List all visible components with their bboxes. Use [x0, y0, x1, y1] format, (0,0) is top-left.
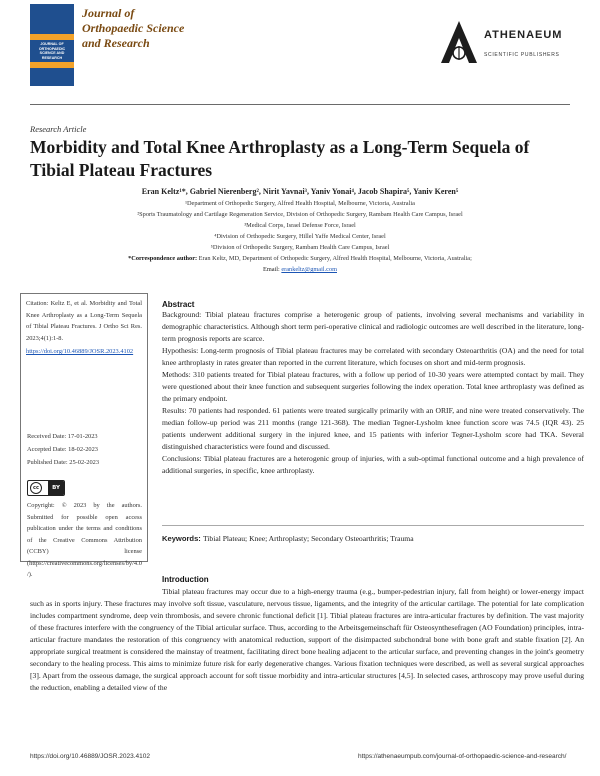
- publisher-name: ATHENAEUM: [484, 29, 563, 41]
- author-list: Eran Keltz¹*, Gabriel Nierenberg², Nirit Yavnai³, Yaniv Yonai⁴, Jacob Shapira⁵, Yaniv Keren⁵: [141, 187, 459, 196]
- abstract-heading: Abstract: [162, 300, 195, 309]
- article-title: Morbidity and Total Knee Arthroplasty as a Long-Term Sequela of Tibial Plateau Fractures: [30, 137, 530, 180]
- correspondence-text: Eran Keltz, MD, Department of Orthopedic Surgery, Alfred Health Hospital, Melbourne, Victoria, Australia;: [197, 255, 472, 262]
- abstract-results: Results: 70 patients had responded. 61 patients were treated surgically primarily with an ORIF, and nine were treated conservatively. The median follow-up period was 211 months (range 121-368). The median Tegner-Lysholm knee function score was 74.5 (IQR 43). 25 patients underwent additional surgery in the injured knee, and 15 patients with inferior Tegner-Lysholm score had TKA. Several distinguished characteristics were found and discussed.: [162, 406, 584, 451]
- journal-title-line-1: Journal of: [82, 6, 135, 20]
- abstract-divider: [162, 525, 584, 526]
- affiliation-4: ⁴Division of Orthopedic Surgery, Hillel Yaffe Medical Center, Israel: [214, 233, 386, 240]
- keywords-list: Tibial Plateau; Knee; Arthroplasty; Secondary Osteoarthritis; Trauma: [202, 534, 414, 543]
- athenaeum-logo-icon: [440, 20, 478, 64]
- affiliation-2: ²Sports Traumatology and Cartilage Regeneration Service, Division of Orthopedic Surgery, Rambam Health Care Campus, Israel: [137, 211, 463, 218]
- affiliation-1: ¹Department of Orthopedic Surgery, Alfred Health Hospital, Melbourne, Victoria, Australia: [185, 200, 415, 207]
- correspondence: [0, 255, 600, 262]
- abstract-section: [162, 300, 584, 477]
- journal-title: [82, 6, 184, 51]
- keywords: [162, 534, 414, 543]
- journal-title-line-3: and Research: [82, 36, 150, 50]
- journal-cover-logo-text: JOURNAL OF ORTHOPAEDIC SCIENCE AND RESEARCH: [38, 42, 66, 60]
- header-divider: [30, 104, 570, 105]
- publisher-subtitle: SCIENTIFIC PUBLISHERS: [484, 52, 560, 58]
- email-link[interactable]: erankeltz@gmail.com: [281, 266, 337, 273]
- cc-by-text: BY: [48, 481, 64, 495]
- abstract-methods: Methods: 310 patients treated for Tibial plateau fractures, with a follow up period of 10-30 years were attempted contact by mail. They were questioned about their knee function and subsequent surgeries following the index operation. Total knee arthroplasty was defined as the primary endpoint.: [162, 370, 584, 403]
- affiliation-5: ⁵Division of Orthopedic Surgery, Rambam Health Care Campus, Israel: [210, 244, 390, 251]
- email-line: [0, 266, 600, 273]
- keywords-label: Keywords:: [162, 534, 203, 543]
- abstract-hypothesis: Hypothesis: Long-term prognosis of Tibial plateau fractures may be correlated with secondary Osteoarthritis (OA) and the need for total knee arthroplasty in rates greater than reported in the current literature, which focuses on short and mid-term prognosis.: [162, 346, 584, 367]
- email-label: Email:: [262, 266, 282, 273]
- article-info-sidebar: [20, 293, 148, 578]
- introduction-heading: Introduction: [162, 575, 209, 584]
- introduction-text: Tibial plateau fractures may occur due to a high-energy trauma (e.g., bumper-pedestrian injury, fall from height) or lower-energy impact such as in sports injury. These fractures may involve soft tissue, vasculature, nervous tissue, ligaments, and the integrity of the articular cartilage. The potential for late complication includes compartment syndrome, deep vein thrombosis, and severe chronic functional deficit [1]. Tibial plateau fractures are intra-articular fractures by definition. The vast majority of these fractures interfere with the congruency of the Tibial articular surface. Thus, according to the Arbeitsgemeinschaft für Osteosynthesefragen (AO Foundation) principles, intra-articular fracture mandates the restoration of this congruency with anatomical reduction, support of the disimpacted subchondral bone with bone graft and stable fixation [2]. An appropriate surgical treatment is considered the mainstay of treatment, facilitating direct bone healing adjacent to the articular surface, and preventing changes in the joint's geometry secondary to the healing process. This aims to minimize future risk for early degenerative changes. Various fixation techniques were described, as well as several surgical approaches [3]. Apart from the osseous damage, the surgical approach account for soft tissue morbidity and intra-articular structures [4,5]. In selected cases, arthroscopy may prove useful during the reduction, enabling a detailed view of the: [30, 587, 584, 692]
- license-text: Copyright: © 2023 by the authors. Submitted for possible open access publication under the terms and conditions of the Creative Commons Attribution (CCBY) license (https://creativecommons.org/licenses/by/4.0/).: [27, 502, 142, 578]
- cc-logo-text: cc: [30, 482, 42, 494]
- correspondence-label: *Correspondence author:: [128, 255, 198, 262]
- abstract-background: Background: Tibial plateau fractures comprise a heterogenic group of patients, involving several mechanisms and variability in demographic characteristics. Although short term peri-operative clinical and radiologic outcomes are well described in the literature, long-term prognosis reports are scarce.: [162, 310, 584, 343]
- published-date: Published Date: 25-02-2023: [27, 459, 100, 466]
- received-date: Received Date: 17-01-2023: [27, 433, 98, 440]
- footer-journal-url[interactable]: https://athenaeumpub.com/journal-of-orthopaedic-science-and-research/: [358, 753, 567, 760]
- footer-doi-link[interactable]: https://doi.org/10.46889/JOSR.2023.4102: [30, 753, 150, 760]
- citation-text: Citation: Keltz E, et al. Morbidity and Total Knee Arthroplasty as a Long-Term Sequela of Tibial Plateau Fractures. J Ortho Sci Res. 2023;4(1):1-8.: [26, 300, 142, 342]
- article-type: Research Article: [30, 124, 87, 134]
- affiliation-3: ³Medical Corps, Israel Defense Force, Israel: [244, 222, 356, 229]
- journal-title-line-2: Orthopaedic Science: [82, 21, 185, 35]
- journal-cover-logo: [30, 4, 74, 86]
- creative-commons-icon[interactable]: [27, 480, 65, 496]
- doi-link[interactable]: https://doi.org/10.46889/JOSR.2023.4102: [26, 348, 134, 355]
- accepted-date: Accepted Date: 18-02-2023: [27, 446, 98, 453]
- abstract-conclusions: Conclusions: Tibial plateau fractures are a heterogenic group of injuries, with a sub-optimal functional outcome and a high prevalence of additional surgeries, in specific, knee arthroplasty.: [162, 454, 584, 475]
